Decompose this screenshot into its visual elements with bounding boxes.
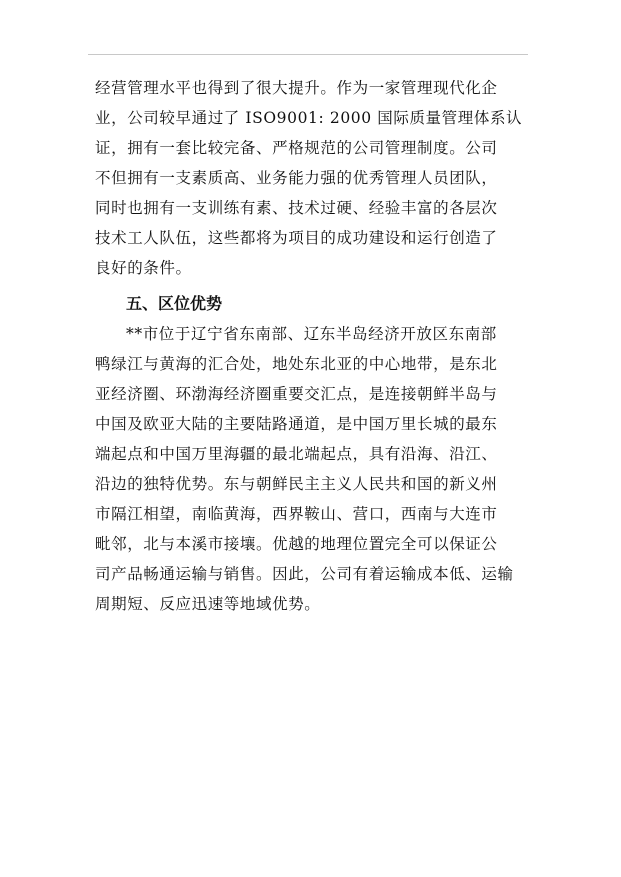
header-rule — [88, 54, 528, 55]
text-line: 司产品畅通运输与销售。因此，公司有着运输成本低、运输 — [95, 565, 514, 583]
text-line: **市位于辽宁省东南部、辽东半岛经济开放区东南部 — [126, 325, 497, 343]
text-line: 同时也拥有一支训练有素、技术过硬、经验丰富的各层次 — [95, 199, 498, 217]
text-line: 经营管理水平也得到了很大提升。作为一家管理现代化企 — [95, 79, 498, 97]
text-line: 鸭绿江与黄海的汇合处，地处东北亚的中心地带，是东北 — [95, 355, 498, 373]
paragraph-quality-management — [95, 73, 525, 283]
text-line: 业，公司较早通过了 ISO9001: 2000 国际质量管理体系认 — [95, 109, 523, 127]
text-line: 不但拥有一支素质高、业务能力强的优秀管理人员团队， — [95, 169, 498, 187]
text-line: 沿边的独特优势。东与朝鲜民主主义人民共和国的新义州 — [95, 475, 498, 493]
text-line: 毗邻，北与本溪市接壤。优越的地理位置完全可以保证公 — [95, 535, 498, 553]
text-line: 端起点和中国万里海疆的最北端起点，具有沿海、沿江、 — [95, 445, 498, 463]
text-line: 亚经济圈、环渤海经济圈重要交汇点，是连接朝鲜半岛与 — [95, 385, 498, 403]
text-line: 中国及欧亚大陆的主要陆路通道，是中国万里长城的最东 — [95, 415, 498, 433]
text-line: 市隔江相望，南临黄海，西界鞍山、营口，西南与大连市 — [95, 505, 498, 523]
section-heading: 五、区位优势 — [126, 294, 223, 313]
text-line: 周期短、反应迅速等地域优势。 — [95, 595, 321, 613]
document-body — [95, 73, 525, 619]
text-line: 证，拥有一套比较完备、严格规范的公司管理制度。公司 — [95, 139, 498, 157]
paragraph-location-advantage — [95, 319, 525, 619]
text-line: 技术工人队伍，这些都将为项目的成功建设和运行创造了 — [95, 229, 498, 247]
text-line: 良好的条件。 — [95, 259, 192, 277]
